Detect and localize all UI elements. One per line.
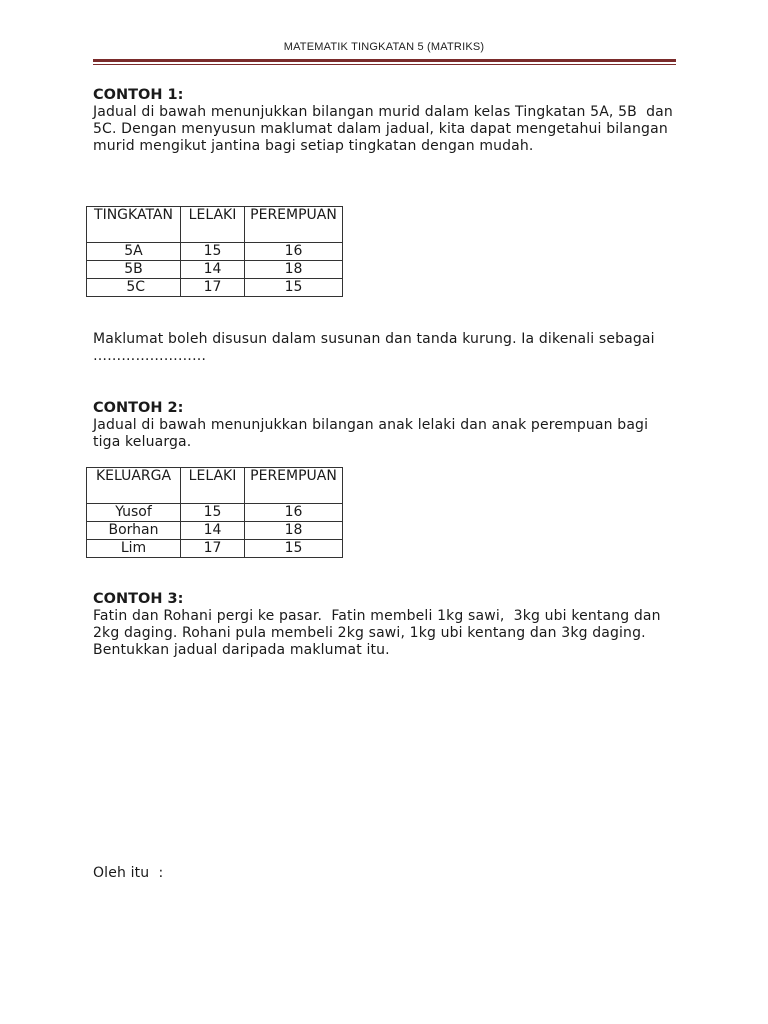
table-header-cell: LELAKI [181,207,245,243]
table-header-cell: TINGKATAN [87,207,181,243]
table-cell: 15 [181,243,245,261]
contoh2-table [86,467,343,558]
oleh-itu-label: Oleh itu : [93,865,164,881]
header-rule-thin [93,64,676,65]
table-row [87,261,343,279]
contoh1-note-block [93,331,673,365]
table-cell: 5C [87,279,181,297]
page-header-title: MATEMATIK TINGKATAN 5 (MATRIKS) [283,41,485,53]
table-cell: Yusof [87,504,181,522]
table-cell: 5A [87,243,181,261]
table-cell: 15 [181,504,245,522]
table-header-cell: LELAKI [181,468,245,504]
table-cell: 14 [181,261,245,279]
table-row [87,522,343,540]
table-cell: 16 [245,504,343,522]
contoh3-text: Fatin dan Rohani pergi ke pasar. Fatin membeli 1kg sawi, 3kg ubi kentang dan 2kg daging. Rohani pula membeli 2kg sawi, 1kg ubi kentang dan 3kg daging. Bentukkan jadual daripada maklumat itu. [93,608,666,658]
table-cell: Borhan [87,522,181,540]
table-header-row [87,468,343,504]
table-cell: 15 [245,540,343,558]
contoh2-heading: CONTOH 2: [93,400,184,416]
contoh3-heading: CONTOH 3: [93,591,184,607]
table-cell: 17 [181,540,245,558]
table-header-cell: PEREMPUAN [245,207,343,243]
table-row [87,504,343,522]
oleh-itu-block [93,865,673,882]
table-cell: 18 [245,261,343,279]
contoh1-table [86,206,343,297]
contoh1-heading: CONTOH 1: [93,87,184,103]
contoh2-section [93,400,673,451]
table-header-row [87,207,343,243]
contoh3-section [93,591,673,659]
table-row [87,279,343,297]
contoh1-text: Jadual di bawah menunjukkan bilangan murid dalam kelas Tingkatan 5A, 5B dan 5C. Dengan menyusun maklumat dalam jadual, kita dapat mengetahui bilangan murid mengikut jantina bagi setiap tingkatan dengan mudah. [93,104,678,154]
contoh1-section [93,87,678,155]
table-cell: 18 [245,522,343,540]
table-row [87,243,343,261]
table-cell: Lim [87,540,181,558]
table-cell: 5B [87,261,181,279]
contoh1-note: Maklumat boleh disusun dalam susunan dan tanda kurung. Ia dikenali sebagai …………………… [93,331,664,364]
table-cell: 17 [181,279,245,297]
table-header-cell: KELUARGA [87,468,181,504]
table-cell: 16 [245,243,343,261]
contoh2-text: Jadual di bawah menunjukkan bilangan anak lelaki dan anak perempuan bagi tiga keluarga. [93,417,653,450]
table-cell: 15 [245,279,343,297]
table-header-cell: PEREMPUAN [245,468,343,504]
header-rule [93,59,676,62]
table-row [87,540,343,558]
table-cell: 14 [181,522,245,540]
